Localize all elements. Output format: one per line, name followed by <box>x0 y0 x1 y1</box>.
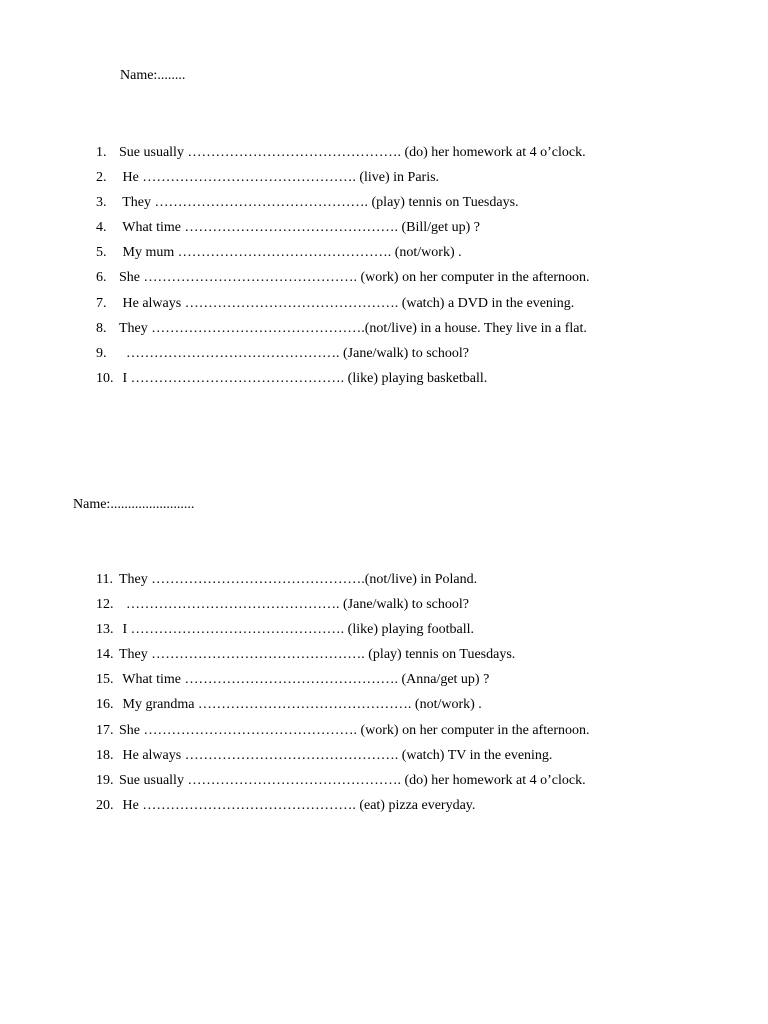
item-number: 19. <box>96 772 114 788</box>
item-text: He ………………………………………. (live) in Paris. <box>119 170 440 186</box>
item-number: 3. <box>96 195 107 211</box>
item-number: 5. <box>96 245 107 261</box>
exercise-item <box>96 671 589 696</box>
item-text: Sue usually ………………………………………. (do) her homework at 4 o’clock. <box>119 772 586 788</box>
item-number: 2. <box>96 170 107 186</box>
item-number: 11. <box>96 572 113 587</box>
name-field-label: Name:........ <box>120 68 186 83</box>
item-number: 8. <box>96 320 107 336</box>
exercise-item <box>96 194 589 219</box>
exercise-item <box>96 722 589 747</box>
item-text: What time ………………………………………. (Anna/get up) ? <box>119 672 490 688</box>
exercise-item <box>96 219 589 244</box>
item-text: They ……………………………………….(not/live) in a house. They live in a flat. <box>119 320 587 336</box>
item-number: 10. <box>96 370 114 386</box>
exercise-item <box>96 696 589 721</box>
exercise-item <box>96 596 589 621</box>
item-number: 18. <box>96 747 114 763</box>
item-text: I ………………………………………. (like) playing football. <box>119 622 475 638</box>
item-text: They ……………………………………….(not/live) in Poland. <box>119 572 478 587</box>
exercise-item <box>96 345 589 370</box>
item-number: 17. <box>96 722 114 738</box>
item-text: ………………………………………. (Jane/walk) to school? <box>119 345 469 361</box>
item-number: 1. <box>96 145 107 160</box>
exercise-item <box>96 169 589 194</box>
exercise-item <box>96 144 589 169</box>
item-number: 4. <box>96 220 107 236</box>
item-text: They ………………………………………. (play) tennis on Tuesdays. <box>119 647 516 663</box>
item-text: My mum ………………………………………. (not/work) . <box>119 245 462 261</box>
exercise-item <box>96 269 589 294</box>
item-number: 13. <box>96 622 114 638</box>
item-number: 9. <box>96 345 107 361</box>
exercise-item <box>96 621 589 646</box>
item-number: 15. <box>96 672 114 688</box>
item-text: What time ………………………………………. (Bill/get up) ? <box>119 220 480 236</box>
exercise-item <box>96 772 589 797</box>
item-text: They ………………………………………. (play) tennis on Tuesdays. <box>119 195 519 211</box>
exercise-item <box>96 295 589 320</box>
item-number: 16. <box>96 697 114 713</box>
item-number: 12. <box>96 597 114 613</box>
item-number: 6. <box>96 270 107 286</box>
exercise-item <box>96 571 589 596</box>
exercise-item <box>96 320 589 345</box>
exercise-list <box>96 144 589 395</box>
item-text: My grandma ………………………………………. (not/work) . <box>119 697 482 713</box>
item-number: 7. <box>96 295 107 311</box>
exercise-item <box>96 747 589 772</box>
item-text: He always ………………………………………. (watch) TV in the evening. <box>119 747 553 763</box>
item-number: 20. <box>96 797 114 813</box>
exercise-list <box>96 571 589 822</box>
item-text: Sue usually ………………………………………. (do) her homework at 4 o’clock. <box>119 145 586 160</box>
exercise-item <box>96 797 589 822</box>
exercise-item <box>96 244 589 269</box>
item-text: He always ………………………………………. (watch) a DVD in the evening. <box>119 295 575 311</box>
name-field-label: Name:........................ <box>73 497 195 512</box>
item-text: ………………………………………. (Jane/walk) to school? <box>119 597 469 613</box>
item-text: I ………………………………………. (like) playing basketball. <box>119 370 488 386</box>
item-text: She ………………………………………. (work) on her computer in the afternoon. <box>119 722 590 738</box>
exercise-item <box>96 646 589 671</box>
item-text: She ………………………………………. (work) on her computer in the afternoon. <box>119 270 590 286</box>
exercise-item <box>96 370 589 395</box>
item-number: 14. <box>96 647 114 663</box>
item-text: He ………………………………………. (eat) pizza everyday. <box>119 797 476 813</box>
